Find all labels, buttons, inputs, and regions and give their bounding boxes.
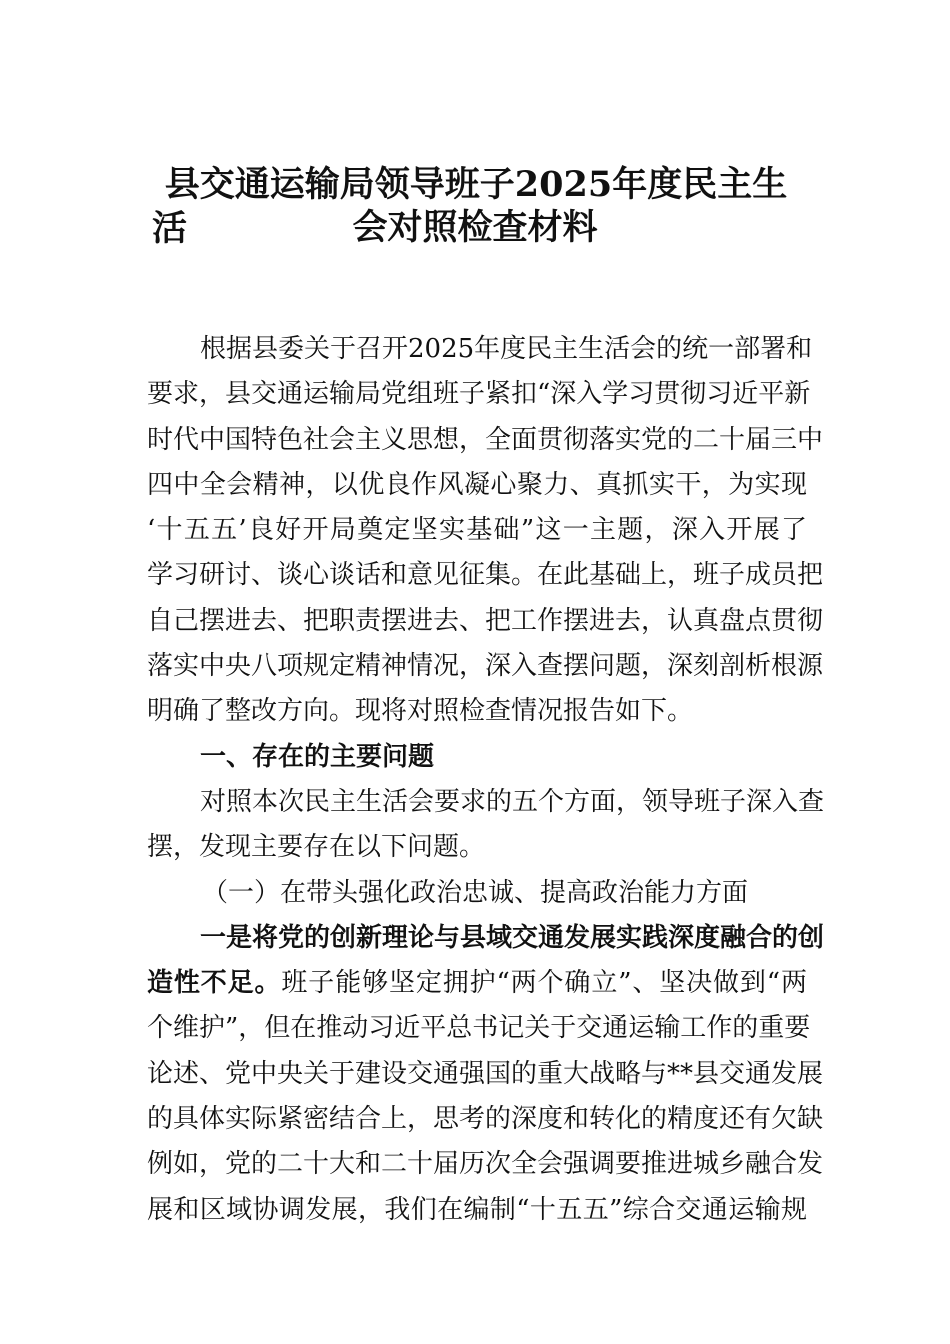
point-title: 一是将党的创新理论与县域交通发展实践深度融合的创 <box>200 922 825 953</box>
document-title-line-1: 县交通运输局领导班子2025年度民主生活 <box>152 164 788 249</box>
intro-line: 四中全会精神，以优良作风凝心聚力、真抓实干，为实现 <box>147 469 807 500</box>
document-body <box>147 327 825 1233</box>
intro-line: 学习研讨、谈心谈话和意见征集。在此基础上，班子成员把 <box>147 560 824 591</box>
intro-line: 要求，县交通运输局党组班子紧扣“深入学习贯彻习近平新 <box>147 379 811 410</box>
intro-line: 自己摆进去、把职责摆进去、把工作摆进去，认真盘点贯彻 <box>147 605 824 636</box>
point-line: 论述、党中央关于建设交通强国的重大战略与**县交通发展 <box>147 1058 824 1089</box>
section-heading: 一、存在的主要问题 <box>200 741 435 772</box>
subsection-heading: （一）在带头强化政治忠诚、提高政治能力方面 <box>202 877 749 908</box>
intro-line: 落实中央八项规定精神情况，深入查摆问题，深刻剖析根源 <box>147 651 824 682</box>
section-line: 对照本次民主生活会要求的五个方面，领导班子深入查 <box>200 786 825 817</box>
point-line <box>147 961 807 1006</box>
section-line: 摆，发现主要存在以下问题。 <box>147 832 486 863</box>
intro-line: 根据县委关于召开2025年度民主生活会的统一部署和 <box>200 334 813 364</box>
point-title-end: 造性不足。 <box>147 968 282 999</box>
point-text: 班子能够坚定拥护“两个确立”、坚决做到“两 <box>281 968 807 999</box>
intro-line: 时代中国特色社会主义思想，全面贯彻落实党的二十届三中 <box>147 424 824 455</box>
intro-line: 明确了整改方向。现将对照检查情况报告如下。 <box>147 696 694 727</box>
document-title-line-2: 会对照检查材料 <box>352 207 598 248</box>
intro-line: ‘十五五’良好开局奠定坚实基础”这一主题，深入开展了 <box>147 515 807 546</box>
point-line: 例如，党的二十大和二十届历次全会强调要推进城乡融合发 <box>147 1149 824 1180</box>
point-bold-line <box>147 916 825 961</box>
point-line: 展和区域协调发展，我们在编制“十五五”综合交通运输规 <box>147 1194 807 1225</box>
point-line: 的具体实际紧密结合上，思考的深度和转化的精度还有欠缺 <box>147 1104 824 1135</box>
point-line: 个维护”，但在推动习近平总书记关于交通运输工作的重要 <box>147 1013 811 1044</box>
